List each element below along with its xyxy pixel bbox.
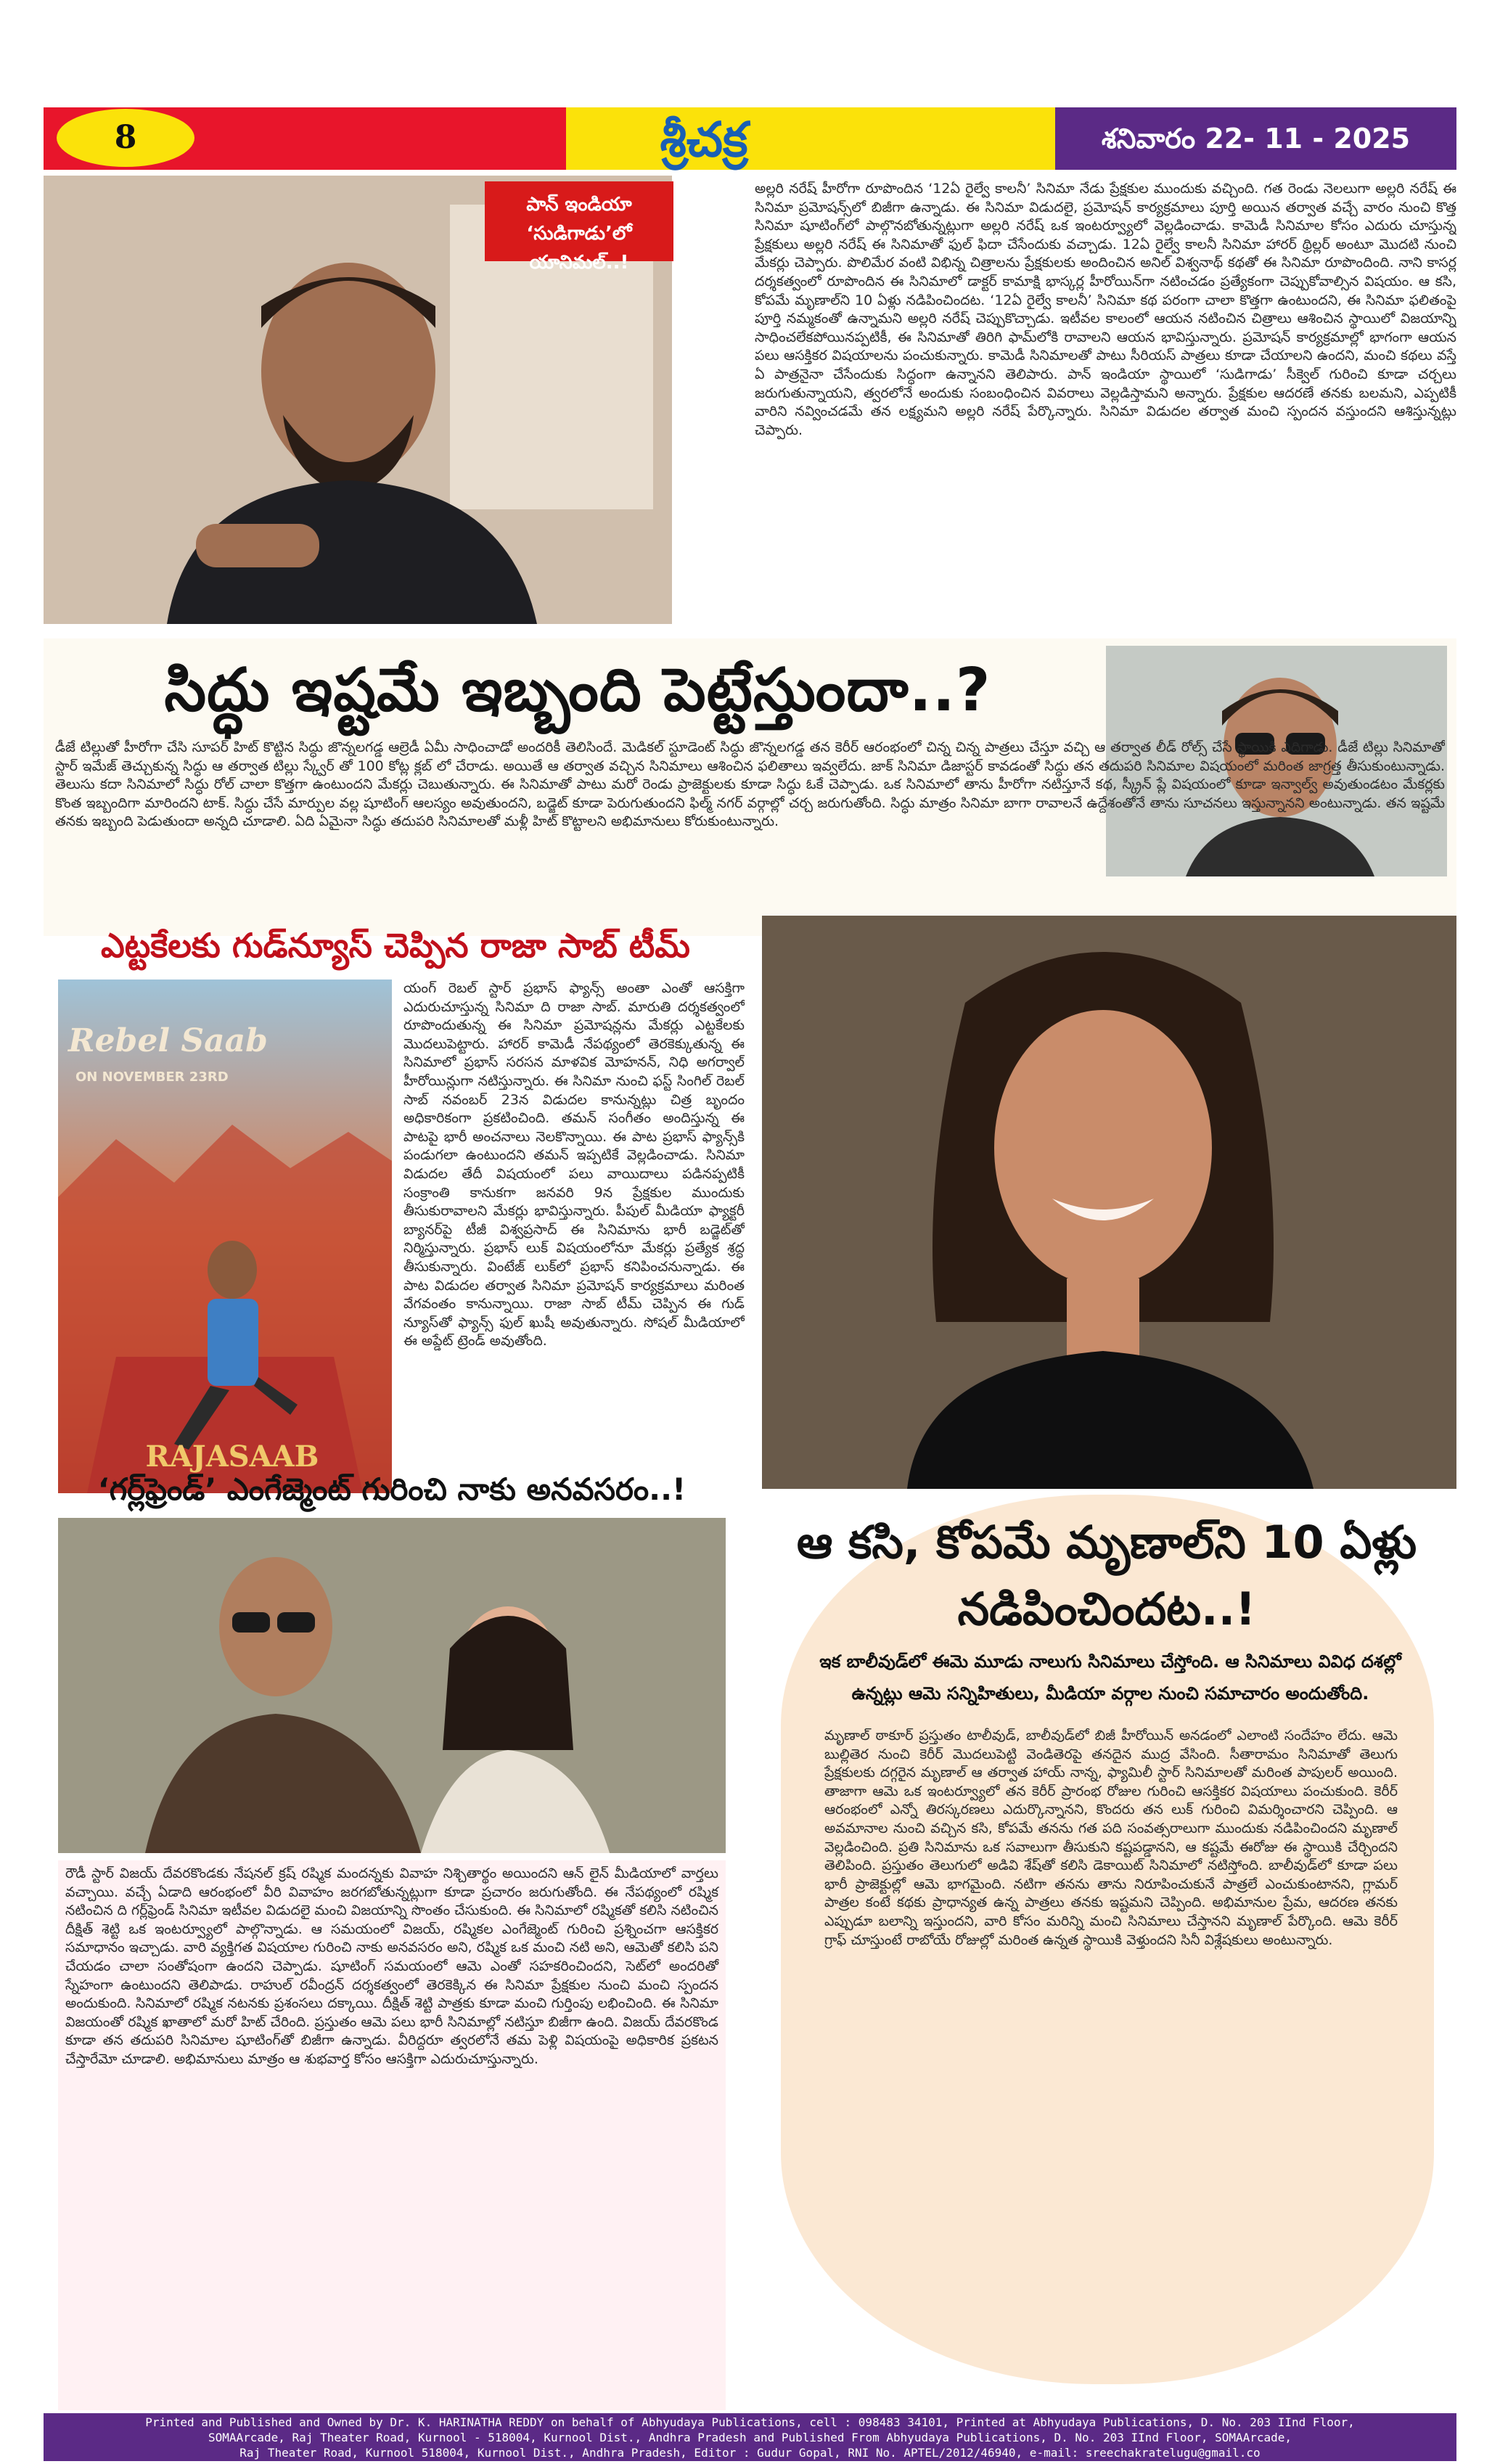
story1-kicker-line2: ‘సుడిగాడు’లో యానిమల్..! xyxy=(526,223,632,274)
issue-date: శనివారం 22- 11 - 2025 xyxy=(1101,123,1411,155)
story2-body: డీజే టిల్లుతో హీరోగా చేసి సూపర్ హిట్ కొట్టిన సిద్ధు జొన్నలగడ్డ ఆల్రెడీ ఏమీ సాధించాడో అందరికీ తెలిసిందే. మెడికల్ స్టూడెంట్ సిద్ధు జొన్నలగడ్డ తన కెరీర్ ఆరంభంలో చిన్న చిన్న పాత్రలు చేస్తూ వచ్చి ఆ తర్వాత లీడ్ రోల్స్ చేసే స్థాయికి ఎదిగాడు. డీజే టిల్లు సినిమాతో స్టార్ ఇమేజ్ తెచ్చుకున్న సిద్ధు ఆ తర్వాత టిల్లు స్క్వేర్ తో 100 కోట్ల క్లబ్ లో చేరాడు. అయితే ఆ తర్వాత వచ్చిన సినిమాలు ఆశించిన ఫలితాలు ఇవ్వలేదు. జాక్ సినిమా డిజాస్టర్ కావడంతో సిద్ధు తన తదుపరి సినిమాల విషయంలో మరింత జాగ్రత్త తీసుకుంటున్నాడు. తెలుసు కదా సినిమాలో సిద్ధు రోల్ చాలా కొత్తగా ఉంటుందని మేకర్లు చెబుతున్నారు. ఈ సినిమాతో పాటు మరో రెండు ప్రాజెక్టులకు కూడా సిద్ధు ఓకే చెప్పాడు. ఒక సినిమాలో తాను హీరోగా నటిస్తూనే కథ, స్క్రీన్ ప్లే విషయంలో కూడా ఇన్వాల్వ్ అవుతుండటం మేకర్లకు కొంత ఇబ్బందిగా మారిందని టాక్. సిద్ధు చేసే మార్పుల వల్ల షూటింగ్ ఆలస్యం అవుతుందని, బడ్జెట్ కూడా పెరుగుతుందని ఫిల్మ్ నగర్ వర్గాల్లో చర్చ జరుగుతోంది. సిద్ధు మాత్రం సినిమా బాగా రావాలనే ఉద్దేశంతోనే తాను సూచనలు ఇస్తున్నానని అంటున్నాడు. తన ఇష్టమే తనకు ఇబ్బంది పెడుతుందా అన్నది చూడాలి. ఏది ఏమైనా సిద్ధు తదుపరి సినిమాలతో మళ్లీ హిట్ కొట్టాలని అభిమానులు కోరుకుంటున్నారు. xyxy=(55,739,1445,830)
couple-still-illustration xyxy=(58,1518,726,1853)
masthead-logo: శ్రీచక్ర xyxy=(660,111,748,168)
story5-headline: ‘గర్ల్‌ఫ్రెండ్’ ఎంగేజ్మెంట్ గురించి నాకు అనవసరం..! xyxy=(97,1471,687,1507)
story4-headline: ఆ కసి, కోపమే మృణాల్‌ని 10 ఏళ్లు నడిపించిందట..! xyxy=(796,1516,1417,1635)
story1-body: అల్లరి నరేష్ హీరోగా రూపొందిన ‘12ఏ రైల్వే కాలనీ’ సినిమా నేడు ప్రేక్షకుల ముందుకు వచ్చింది. గత రెండు నెలలుగా అల్లరి నరేష్ ఈ సినిమా ప్రమోషన్స్‌లో బిజీగా ఉన్నాడు. ఈ సినిమా విడుదలై, ప్రమోషన్ కార్యక్రమాలు పూర్తి అయిన తర్వాత వచ్చే వారం నుంచి కొత్త సినిమా షూటింగ్‌లో పాల్గొనబోతున్నట్లుగా అల్లరి నరేష్ ఒక ఇంటర్వ్యూలో వెల్లడించాడు. కామెడీ సినిమాల కోసం ఎదురు చూస్తున్న ప్రేక్షకులు అల్లరి నరేష్ ఈ సినిమాతో ఫుల్ ఫిదా చేసేందుకు వచ్చాడు. 12ఏ రైల్వే కాలనీ సినిమా హారర్ థ్రిల్లర్ అంటూ మొదటి నుంచి మేకర్లు చెప్పారు. పొలిమేర వంటి విభిన్న చిత్రాలను ప్రేక్షకులకు అందించిన అనిల్ విశ్వనాథ్ కథతో ఈ సినిమా రూపొందింది. నాని కాసర్ల దర్శకత్వంలో రూపొందిన ఈ సినిమాలో డాక్టర్ కామాక్షి భాస్కర్ల హీరోయిన్‌గా నటించడం ప్రత్యేకంగా చెప్పుకోవాల్సిన విషయం. ఆ కసి, కోపమే మృణాల్‌ని 10 ఏళ్లు నడిపించిందట. ‘12ఏ రైల్వే కాలనీ’ సినిమా కథ పరంగా చాలా కొత్తగా ఉంటుందని, ఈ సినిమా ఫలితంపై పూర్తి నమ్మకంతో ఉన్నామని అల్లరి నరేష్ చెప్పుకొచ్చాడు. ఇటీవల కాలంలో ఆయన నటించిన చిత్రాలు ఆశించిన స్థాయిలో విజయాన్ని సాధించలేకపోయినప్పటికీ, ఈ సినిమాతో తిరిగి ఫామ్‌లోకి రావాలని ఆయన భావిస్తున్నారు. ప్రమోషన్ కార్యక్రమాల్లో భాగంగా ఆయన పలు ఆసక్తికర విషయాలను పంచుకున్నారు. కామెడీ సినిమాలతో పాటు సీరియస్ పాత్రలు కూడా చేయాలని ఉందని, మంచి కథలు వస్తే ఏ పాత్రనైనా చేసేందుకు సిద్ధంగా ఉన్నానని తెలిపారు. పాన్ ఇండియా స్థాయిలో ‘సుడిగాడు’ సీక్వెల్ గురించి కూడా చర్చలు జరుగుతున్నాయని, త్వరలోనే అందుకు సంబంధించిన వివరాలు వెల్లడిస్తామని అన్నారు. ప్రేక్షకుల ఆదరణే తనకు బలమని, ఎప్పటికీ వారిని నవ్వించడమే తన లక్ష్యమని అల్లరి నరేష్ పేర్కొన్నారు. సినిమా విడుదల తర్వాత మంచి స్పందన వస్తుందని ఆశిస్తున్నట్లు చెప్పారు. xyxy=(755,181,1456,438)
imprint-line2: SOMAArcade, Raj Theater Road, Kurnool - 518004, Kurnool Dist., Andhra Pradesh and Published From Abhyudaya Publications, D. No. 203 IInd Floor, SOMAArcade, xyxy=(208,2431,1292,2444)
imprint-footer xyxy=(44,2413,1456,2461)
story4-body: మృణాల్ ఠాకూర్ ప్రస్తుతం టాలీవుడ్, బాలీవుడ్‌లో బిజీ హీరోయిన్ అనడంలో ఎలాంటి సందేహం లేదు. ఆమె బుల్లితెర నుంచి కెరీర్ మొదలుపెట్టి వెండితెరపై తనదైన ముద్ర వేసింది. సీతారామం సినిమాతో తెలుగు ప్రేక్షకులకు దగ్గరైన మృణాల్ ఆ తర్వాత హాయ్ నాన్న, ఫ్యామిలీ స్టార్ సినిమాలతో మరింత పాపులర్ అయింది. తాజాగా ఆమె ఒక ఇంటర్వ్యూలో తన కెరీర్ ప్రారంభ రోజుల గురించి ఆసక్తికర విషయాలు పంచుకుంది. కెరీర్ ఆరంభంలో ఎన్నో తిరస్కరణలు ఎదుర్కొన్నానని, కొందరు తన లుక్ గురించి విమర్శించారని చెప్పింది. ఆ అవమానాల నుంచి వచ్చిన కసి, కోపమే తనను గత పది సంవత్సరాలుగా ముందుకు నడిపించిందని మృణాల్ వెల్లడించింది. ప్రతి సినిమాను ఒక సవాలుగా తీసుకుని కష్టపడ్డానని, ఆ కష్టమే ఈరోజు ఈ స్థాయికి చేర్చిందని తెలిపింది. ప్రస్తుతం తెలుగులో అడివి శేష్‌తో కలిసి డెకాయిట్ సినిమాలో నటిస్తోంది. బాలీవుడ్‌లో కూడా పలు భారీ ప్రాజెక్టుల్లో ఆమె భాగమైంది. నటిగా తనను తాను నిరూపించుకునే పాత్రలే ఎంచుకుంటానని, గ్లామర్ పాత్రల కంటే కథకు ప్రాధాన్యత ఉన్న పాత్రలు తనకు ఇష్టమని చెప్పింది. అభిమానుల ప్రేమ, ఆదరణ తనకు ఎప్పుడూ బలాన్ని ఇస్తుందని, వారి కోసం మరిన్ని మంచి సినిమాలు చేస్తానని మృణాల్ పేర్కొంది. ఆమె కెరీర్ గ్రాఫ్ చూస్తుంటే రాబోయే రోజుల్లో మరింత ఉన్నత స్థాయికి వెళ్తుందని సినీ విశ్లేషకులు అంటున్నారు. xyxy=(824,1728,1398,1948)
story2-headline: సిద్ధు ఇష్టమే ఇబ్బంది పెట్టేస్తుందా..? xyxy=(164,656,991,725)
poster-logo: RAJASAAB xyxy=(145,1440,319,1474)
actress-smiling-illustration xyxy=(762,916,1456,1489)
imprint-line3: Raj Theater Road, Kurnool 518004, Kurnool Dist., Andhra Pradesh, Editor : Gudur Gopal, RNI No. APTEL/2012/46940, e-mail: sreechakratelugu@gmail.co xyxy=(239,2446,1261,2460)
story4-deck: ఇక బాలీవుడ్‌లో ఈమె మూడు నాలుగు సినిమాలు చేస్తోంది. ఆ సినిమాలు వివిధ దశల్లో ఉన్నట్లు ఆమె సన్నిహితులు, మీడియా వర్గాల నుంచి సమాచారం అందుతోంది. xyxy=(819,1651,1401,1704)
story3-headline: ఎట్టకేలకు గుడ్‌న్యూస్ చెప్పిన రాజా సాబ్ టీమ్ xyxy=(101,926,690,965)
page-number: 8 xyxy=(57,109,194,167)
story5-body: రౌడీ స్టార్ విజయ్ దేవరకొండకు నేషనల్ క్రష్ రష్మిక మందన్నకు వివాహ నిశ్చితార్థం అయిందని ఆన్ లైన్ మీడియాలో వార్తలు వచ్చాయి. వచ్చే ఏడాది ఆరంభంలో వీరి వివాహం జరగబోతున్నట్లుగా కూడా ప్రచారం జరుగుతోంది. ఈ నేపథ్యంలో రష్మిక నటించిన ది గర్ల్‌ఫ్రెండ్ సినిమా ఇటీవల విడుదలై మంచి విజయాన్ని సొంతం చేసుకుంది. ఈ సినిమాలో రష్మికతో కలిసి నటించిన దీక్షిత్ శెట్టి ఒక ఇంటర్వ్యూలో పాల్గొన్నాడు. ఆ సమయంలో విజయ్, రష్మికల ఎంగేజ్మెంట్ గురించి ప్రశ్నించగా ఆసక్తికర సమాధానం ఇచ్చాడు. వారి వ్యక్తిగత విషయాల గురించి నాకు అనవసరం అని, రష్మిక ఒక మంచి నటి అని, ఆమెతో కలిసి పని చేయడం చాలా సంతోషంగా ఉందని చెప్పాడు. షూటింగ్ సమయంలో ఆమె ఎంతో సహకరించిందని, సెట్‌లో అందరితో స్నేహంగా ఉంటుందని తెలిపాడు. రాహుల్ రవీంద్రన్ దర్శకత్వంలో తెరకెక్కిన ఈ సినిమా ప్రేక్షకుల నుంచి మంచి స్పందన అందుకుంది. సినిమాలో రష్మిక నటనకు ప్రశంసలు దక్కాయి. దీక్షిత్ శెట్టి పాత్రకు కూడా మంచి గుర్తింపు లభించింది. ఈ సినిమా విజయంతో రష్మిక ఖాతాలో మరో హిట్ చేరింది. ప్రస్తుతం ఆమె పలు భారీ సినిమాల్లో నటిస్తూ బిజీగా ఉంది. విజయ్ దేవరకొండ కూడా తన తదుపరి సినిమాల షూటింగ్‌తో బిజీగా ఉన్నాడు. వీరిద్దరూ త్వరలోనే తమ పెళ్లి విషయంపై అధికారిక ప్రకటన చేస్తారేమో చూడాలి. అభిమానులు మాత్రం ఆ శుభవార్త కోసం ఆసక్తిగా ఎదురుచూస్తున్నారు. xyxy=(58,1860,726,2410)
poster-release-date: ON NOVEMBER 23RD xyxy=(75,1069,229,1085)
imprint-line1: Printed and Published and Owned by Dr. K. HARINATHA REDDY on behalf of Abhyudaya Publications, cell : 098483 34101, Printed at Abhyudaya Publications, D. No. 203 IInd Floor, xyxy=(145,2415,1355,2429)
actress-smiling-photo xyxy=(762,916,1456,1489)
story1-kicker-line1: పాన్ ఇండియా xyxy=(526,194,632,215)
couple-still-photo xyxy=(58,1518,726,1853)
poster-title: Rebel Saab xyxy=(68,1022,268,1059)
story1-kicker-box xyxy=(485,181,673,274)
story3-body: యంగ్ రెబల్ స్టార్ ప్రభాస్ ఫ్యాన్స్ అంతా ఎంతో ఆసక్తిగా ఎదురుచూస్తున్న సినిమా ది రాజా సాబ్. మారుతి దర్శకత్వంలో రూపొందుతున్న ఈ సినిమా ప్రమోషన్లను మేకర్లు ఎట్టకేలకు మొదలుపెట్టారు. హారర్ కామెడీ నేపథ్యంలో తెరకెక్కుతున్న ఈ సినిమాలో ప్రభాస్ సరసన మాళవిక మోహనన్, నిధి అగర్వాల్ హీరోయిన్లుగా నటిస్తున్నారు. ఈ సినిమా నుంచి ఫస్ట్ సింగిల్ రెబల్ సాబ్ నవంబర్ 23న విడుదల కానున్నట్లు చిత్ర బృందం అధికారికంగా ప్రకటించింది. తమన్ సంగీతం అందిస్తున్న ఈ పాటపై భారీ అంచనాలు నెలకొన్నాయి. ఈ పాట ప్రభాస్ ఫ్యాన్స్‌కి పండుగలా ఉంటుందని తమన్ ఇప్పటికే వెల్లడించాడు. సినిమా విడుదల తేదీ విషయంలో పలు వాయిదాలు పడినప్పటికీ సంక్రాంతి కానుకగా జనవరి 9న ప్రేక్షకుల ముందుకు తీసుకురావాలని మేకర్లు భావిస్తున్నారు. పీపుల్ మీడియా ఫ్యాక్టరీ బ్యానర్‌పై టీజీ విశ్వప్రసాద్ ఈ సినిమాను భారీ బడ్జెట్‌తో నిర్మిస్తున్నారు. ప్రభాస్ లుక్ విషయంలోనూ మేకర్లు ప్రత్యేక శ్రద్ధ తీసుకున్నారు. వింటేజ్ లుక్‌లో ప్రభాస్ కనిపించనున్నాడు. ఈ పాట విడుదల తర్వాత సినిమా ప్రమోషన్ కార్యక్రమాలు మరింత వేగవంతం కానున్నాయి. రాజా సాబ్ టీమ్ చెప్పిన ఈ గుడ్ న్యూస్‌తో ఫ్యాన్స్ ఫుల్ ఖుషీ అవుతున్నారు. సోషల్ మీడియాలో ఈ అప్డేట్ ట్రెండ్ అవుతోంది. xyxy=(403,980,745,1350)
